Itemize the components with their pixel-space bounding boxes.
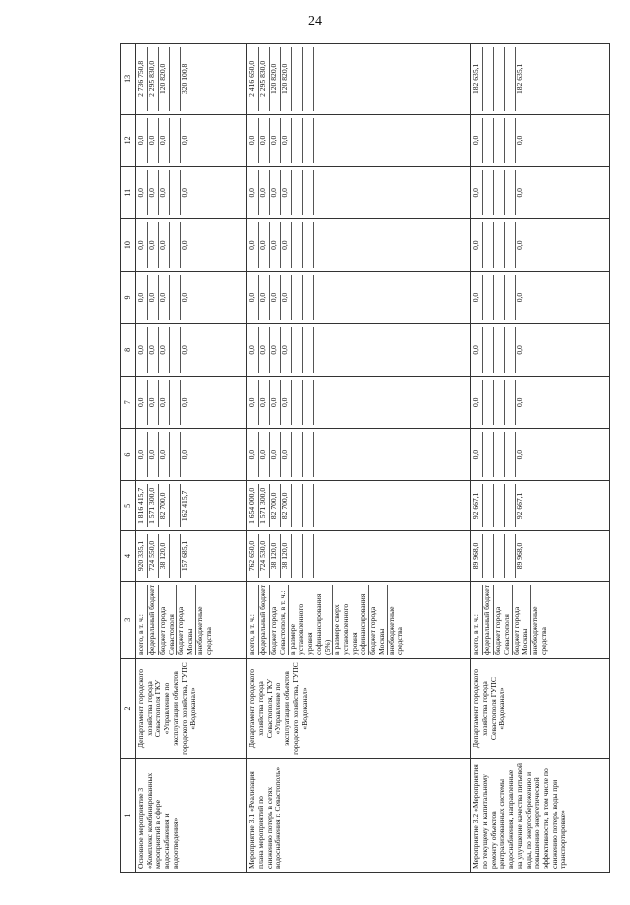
amount: 0,0 <box>259 222 270 267</box>
amount <box>303 275 314 320</box>
amount <box>314 47 324 111</box>
amount: 162 415,7 <box>180 490 189 522</box>
amount: 0,0 <box>259 170 270 215</box>
amount <box>314 275 324 320</box>
amount <box>303 432 314 477</box>
executor-name: Департамент городского хозяйства города Севастополя ГУПС «Водоканал» <box>471 658 610 758</box>
amount <box>292 222 303 267</box>
column-header: 3 <box>121 581 136 658</box>
rotated-table-wrapper <box>120 43 610 873</box>
amount: 0,0 <box>180 135 189 146</box>
amount: 38 120,0 <box>159 534 170 577</box>
amount: 0,0 <box>281 432 292 477</box>
value-cell <box>471 428 610 480</box>
amount: 0,0 <box>270 275 281 320</box>
header-row <box>121 44 136 873</box>
amount: 0,0 <box>159 275 170 320</box>
amount: 0,0 <box>270 170 281 215</box>
funding-source-label: бюджет города Москвы <box>369 585 387 655</box>
value-cell <box>136 219 247 271</box>
amount: 0,0 <box>259 327 270 372</box>
value-cell <box>136 531 247 581</box>
amount: 1 571 300,0 <box>259 484 270 527</box>
table-row <box>471 44 610 873</box>
amount: 724 530,0 <box>259 534 270 577</box>
amount <box>292 484 303 527</box>
column-header: 2 <box>121 658 136 758</box>
amount: 0,0 <box>159 118 170 163</box>
amount: 0,0 <box>259 432 270 477</box>
amount <box>494 118 505 163</box>
amount <box>483 534 494 577</box>
amount: 0,0 <box>148 170 159 215</box>
amount: 0,0 <box>515 292 525 303</box>
amount <box>483 118 494 163</box>
amount <box>494 170 505 215</box>
funding-source-label: всего, в т. ч.: <box>248 585 259 655</box>
amount: 0,0 <box>137 275 148 320</box>
amount: 0,0 <box>159 380 170 425</box>
value-cell <box>247 44 471 115</box>
value-cell <box>136 481 247 531</box>
amount: 920 335,1 <box>137 534 148 577</box>
column-header: 10 <box>121 219 136 271</box>
amount: 0,0 <box>180 292 189 303</box>
value-cell <box>247 531 471 581</box>
funding-source-label: федеральный бюджет <box>148 585 159 655</box>
value-cell <box>471 114 610 166</box>
amount: 0,0 <box>148 380 159 425</box>
amount <box>314 380 324 425</box>
value-cell <box>471 376 610 428</box>
amount <box>292 432 303 477</box>
funding-source-label: внебюджетные средства <box>386 606 405 655</box>
amount: 0,0 <box>137 118 148 163</box>
value-cell <box>471 324 610 376</box>
amount <box>314 222 324 267</box>
amount <box>494 534 505 577</box>
column-header: 4 <box>121 531 136 581</box>
amount: 0,0 <box>137 170 148 215</box>
amount: 0,0 <box>281 170 292 215</box>
amount: 92 667,1 <box>515 492 525 520</box>
amount: 0,0 <box>515 240 525 250</box>
amount: 38 120,0 <box>281 534 292 577</box>
activity-name: Основное мероприятие 3 «Комплекс комбинированных мероприятий в сфере водоснабжения и водоотведения» <box>136 759 247 873</box>
activity-name: Мероприятие 3.1 «Реализация плана мероприятий по снижению потерь в сетях водоснабжения г. Севастополь» <box>247 759 471 873</box>
column-header: 9 <box>121 271 136 323</box>
table-row <box>136 44 247 873</box>
activity-name: Мероприятие 3.2 «Мероприятия по текущему и капитальному ремонту объектов централизованных системы водоснабжения, направленные на улучшение качества питьевой воды, по энергосбережению и повышению энергетической эффективности, в том числе по снижению потерь воды при транспортировке» <box>471 759 610 873</box>
amount: 89 968,0 <box>472 534 483 577</box>
amount: 320 100,8 <box>180 63 189 95</box>
amount: 762 650,0 <box>248 534 259 577</box>
funding-source-label: бюджет города Москвы <box>177 585 195 655</box>
value-cell <box>471 219 610 271</box>
executor-name: Департамент городского хозяйства города Севастополя ГКУ «Управление по эксплуатации объектов городского хозяйства, ГУПС «Водоканал» <box>136 658 247 758</box>
amount: 0,0 <box>159 170 170 215</box>
value-cell <box>136 114 247 166</box>
value-cell <box>471 481 610 531</box>
value-cell <box>247 114 471 166</box>
amount: 0,0 <box>515 188 525 198</box>
funding-source-label: федеральный бюджет <box>259 585 270 655</box>
amount: 1 571 300,0 <box>148 484 159 527</box>
amount: 157 685,1 <box>180 540 189 572</box>
amount: 0,0 <box>281 380 292 425</box>
amount <box>292 275 303 320</box>
value-cell <box>471 44 610 115</box>
amount: 82 700,0 <box>159 484 170 527</box>
amount <box>314 484 324 527</box>
amount: 182 635,1 <box>515 63 525 95</box>
amount <box>483 47 494 111</box>
amount: 0,0 <box>248 170 259 215</box>
amount: 0,0 <box>270 432 281 477</box>
funding-source-label: внебюджетные средства <box>530 606 548 655</box>
value-cell <box>247 167 471 219</box>
amount: 0,0 <box>270 118 281 163</box>
amount: 0,0 <box>472 327 483 372</box>
amount: 0,0 <box>259 380 270 425</box>
amount: 0,0 <box>159 432 170 477</box>
amount: 1 816 415,7 <box>137 484 148 527</box>
amount <box>303 327 314 372</box>
amount: 0,0 <box>281 118 292 163</box>
amount: 120 820,0 <box>270 47 281 111</box>
amount: 0,0 <box>259 275 270 320</box>
amount: 0,0 <box>472 432 483 477</box>
amount <box>292 534 303 577</box>
amount <box>483 432 494 477</box>
funding-source-label: всего, в т. ч.: <box>472 585 483 655</box>
amount: 0,0 <box>148 222 159 267</box>
amount: 2 416 650,0 <box>248 47 259 111</box>
amount: 0,0 <box>180 397 189 408</box>
amount: 0,0 <box>515 397 525 408</box>
amount <box>303 222 314 267</box>
page-number: 24 <box>308 14 322 29</box>
table-row <box>247 44 471 873</box>
amount: 0,0 <box>137 222 148 267</box>
amount: 0,0 <box>159 327 170 372</box>
amount: 0,0 <box>180 449 189 460</box>
amount <box>494 275 505 320</box>
funding-source-label: бюджет города Севастополя, в т. ч.: <box>270 585 288 655</box>
amount <box>483 275 494 320</box>
amount <box>303 534 314 577</box>
amount <box>483 327 494 372</box>
funding-source-label: в размере сверх установленного уровня софинансирования <box>333 585 369 655</box>
amount: 0,0 <box>515 345 525 355</box>
column-header: 7 <box>121 376 136 428</box>
value-cell <box>247 481 471 531</box>
amount <box>483 222 494 267</box>
amount: 82 700,0 <box>281 484 292 527</box>
column-header: 6 <box>121 428 136 480</box>
amount: 120 820,0 <box>159 47 170 111</box>
amount: 0,0 <box>472 380 483 425</box>
amount: 0,0 <box>180 240 189 250</box>
value-cell <box>136 428 247 480</box>
amount: 0,0 <box>148 432 159 477</box>
amount <box>292 47 303 111</box>
amount: 2 736 750,8 <box>137 47 148 111</box>
amount: 120 820,0 <box>281 47 292 111</box>
amount: 0,0 <box>270 222 281 267</box>
amount <box>494 47 505 111</box>
amount: 38 120,0 <box>270 534 281 577</box>
value-cell <box>471 167 610 219</box>
amount: 0,0 <box>248 275 259 320</box>
column-header: 8 <box>121 324 136 376</box>
amount: 0,0 <box>137 327 148 372</box>
funding-source-label: в размере установленного уровня софинансирования (5%) <box>289 585 334 655</box>
amount: 0,0 <box>148 327 159 372</box>
value-cell <box>136 376 247 428</box>
value-cell <box>471 531 610 581</box>
amount <box>303 380 314 425</box>
amount <box>314 327 324 372</box>
value-cell <box>247 271 471 323</box>
amount: 0,0 <box>248 222 259 267</box>
value-cell <box>136 167 247 219</box>
funding-source-label: всего, в т. ч.: <box>137 585 148 655</box>
amount <box>292 118 303 163</box>
amount <box>303 118 314 163</box>
column-header: 13 <box>121 44 136 115</box>
funding-sources <box>136 581 247 658</box>
funding-source-label: бюджет города Севастополя <box>494 585 512 655</box>
executor-name: Департамент городского хозяйства города Севастополя, ГКУ «Управление по эксплуатации объектов городского хозяйства, ГУПС «Водоканал» <box>247 658 471 758</box>
amount: 182 635,1 <box>472 47 483 111</box>
amount: 0,0 <box>180 345 189 355</box>
value-cell <box>247 376 471 428</box>
amount: 724 550,0 <box>148 534 159 577</box>
amount: 0,0 <box>148 118 159 163</box>
amount <box>303 484 314 527</box>
value-cell <box>247 324 471 376</box>
financing-table <box>120 43 610 873</box>
amount: 82 700,0 <box>270 484 281 527</box>
amount: 0,0 <box>159 222 170 267</box>
amount <box>292 170 303 215</box>
funding-source-label: федеральный бюджет <box>483 585 494 655</box>
amount: 0,0 <box>137 380 148 425</box>
amount <box>494 432 505 477</box>
amount <box>292 327 303 372</box>
amount <box>292 380 303 425</box>
value-cell <box>471 271 610 323</box>
amount <box>483 484 494 527</box>
value-cell <box>136 324 247 376</box>
amount <box>494 222 505 267</box>
amount <box>494 484 505 527</box>
amount <box>303 47 314 111</box>
funding-source-label: бюджет города Севастополя <box>159 585 177 655</box>
amount: 0,0 <box>248 380 259 425</box>
amount: 89 968,0 <box>515 542 525 570</box>
amount: 0,0 <box>270 380 281 425</box>
column-header: 12 <box>121 114 136 166</box>
amount <box>314 170 324 215</box>
amount: 0,0 <box>248 327 259 372</box>
amount <box>314 118 324 163</box>
funding-sources <box>471 581 610 658</box>
amount: 0,0 <box>180 188 189 198</box>
amount <box>494 380 505 425</box>
funding-source-label: внебюджетные средства <box>194 606 213 655</box>
amount: 0,0 <box>270 327 281 372</box>
amount: 0,0 <box>248 118 259 163</box>
value-cell <box>136 271 247 323</box>
amount <box>314 432 324 477</box>
value-cell <box>136 44 247 115</box>
column-header: 11 <box>121 167 136 219</box>
amount: 92 667,1 <box>472 484 483 527</box>
amount: 0,0 <box>281 327 292 372</box>
amount <box>494 327 505 372</box>
amount: 0,0 <box>515 449 525 460</box>
amount: 0,0 <box>515 135 525 146</box>
amount <box>314 534 324 577</box>
value-cell <box>247 219 471 271</box>
amount <box>483 380 494 425</box>
amount: 0,0 <box>472 170 483 215</box>
column-header: 5 <box>121 481 136 531</box>
amount: 0,0 <box>137 432 148 477</box>
amount: 0,0 <box>472 118 483 163</box>
amount: 1 654 000,0 <box>248 484 259 527</box>
amount: 0,0 <box>248 432 259 477</box>
amount: 0,0 <box>148 275 159 320</box>
amount: 0,0 <box>259 118 270 163</box>
amount: 0,0 <box>472 222 483 267</box>
table-body <box>136 44 610 873</box>
funding-source-label: бюджет города Москвы <box>513 585 531 655</box>
amount <box>303 170 314 215</box>
funding-sources <box>247 581 471 658</box>
amount: 2 295 830,0 <box>259 47 270 111</box>
column-header: 1 <box>121 759 136 873</box>
amount <box>483 170 494 215</box>
amount: 2 295 830,0 <box>148 47 159 111</box>
value-cell <box>247 428 471 480</box>
amount: 0,0 <box>281 222 292 267</box>
amount: 0,0 <box>281 275 292 320</box>
amount: 0,0 <box>472 275 483 320</box>
